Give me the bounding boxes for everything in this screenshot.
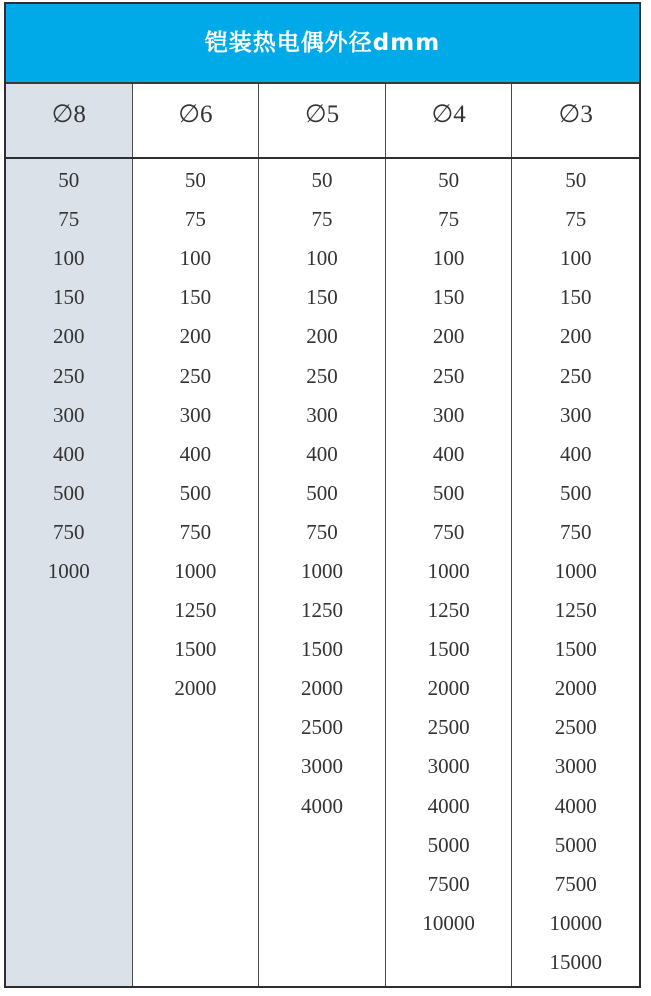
column-header-d6: ∅6 [133, 84, 260, 157]
table-cell: 500 [306, 480, 338, 505]
table-cell: 1500 [427, 637, 470, 662]
table-cell: 1250 [174, 598, 217, 623]
table-cell: 400 [432, 441, 465, 466]
table-cell: 1500 [300, 637, 343, 662]
table-cell: 75 [438, 207, 460, 232]
table-cell: 1500 [174, 637, 217, 662]
table-cell: 100 [432, 246, 465, 271]
table-column-2 [133, 159, 260, 986]
table-cell: 200 [306, 324, 338, 349]
column-header-d8: ∅8 [6, 84, 133, 157]
table-cell: 750 [432, 519, 465, 544]
table-cell: 75 [565, 207, 587, 232]
table-cell: 150 [559, 285, 592, 310]
table-cell: 2000 [427, 676, 470, 701]
table-cell: 400 [53, 441, 85, 466]
table-cell: 50 [184, 168, 206, 193]
table-cell: 250 [432, 363, 465, 388]
table-cell: 750 [559, 519, 592, 544]
table-cell: 300 [306, 402, 338, 427]
table-cell: 1000 [300, 558, 343, 583]
table-cell: 200 [179, 324, 212, 349]
table-cell: 1250 [427, 598, 470, 623]
table-cell: 2500 [300, 715, 343, 740]
column-header-d3: ∅3 [512, 84, 639, 157]
table-cell: 4000 [300, 793, 343, 818]
table-cell: 250 [306, 363, 338, 388]
table-cell: 2000 [554, 676, 597, 701]
table-cell: 3000 [554, 754, 597, 779]
table-cell: 10000 [422, 910, 475, 935]
table-header-row [6, 84, 639, 159]
table-cell: 1250 [554, 598, 597, 623]
table-cell: 2500 [554, 715, 597, 740]
table-cell: 4000 [427, 793, 470, 818]
table-cell: 10000 [549, 910, 602, 935]
table-cell: 7500 [427, 871, 470, 896]
table-cell: 500 [559, 480, 592, 505]
table-cell: 15000 [549, 949, 602, 974]
table-cell: 500 [179, 480, 212, 505]
table-cell: 5000 [554, 832, 597, 857]
table-cell: 5000 [427, 832, 470, 857]
table-cell: 750 [53, 519, 85, 544]
table-cell: 400 [559, 441, 592, 466]
table-cell: 100 [559, 246, 592, 271]
table-cell: 7500 [554, 871, 597, 896]
column-header-d4: ∅4 [386, 84, 513, 157]
table-cell: 3000 [427, 754, 470, 779]
table-cell: 200 [559, 324, 592, 349]
table-cell: 200 [432, 324, 465, 349]
table-column-1 [6, 159, 133, 986]
table-cell: 150 [179, 285, 212, 310]
table-cell: 3000 [300, 754, 343, 779]
table-cell: 200 [53, 324, 85, 349]
table-cell: 50 [311, 168, 333, 193]
table-cell: 150 [53, 285, 85, 310]
table-cell: 4000 [554, 793, 597, 818]
table-body [6, 159, 639, 986]
table-title: 铠装热电偶外径dmm [204, 29, 441, 56]
table-cell: 100 [53, 246, 85, 271]
table-cell: 250 [559, 363, 592, 388]
table-cell: 150 [432, 285, 465, 310]
table-cell: 1000 [554, 558, 597, 583]
table-cell: 2500 [427, 715, 470, 740]
table-cell: 300 [559, 402, 592, 427]
table-cell: 400 [306, 441, 338, 466]
table-cell: 100 [306, 246, 338, 271]
table-cell: 150 [306, 285, 338, 310]
table-cell: 750 [179, 519, 212, 544]
table-cell: 75 [311, 207, 333, 232]
table-cell: 75 [58, 207, 80, 232]
table-cell: 50 [438, 168, 460, 193]
table-cell: 400 [179, 441, 212, 466]
table-cell: 1000 [47, 558, 90, 583]
table-column-3 [259, 159, 386, 986]
column-header-d5: ∅5 [259, 84, 386, 157]
table-cell: 250 [53, 363, 85, 388]
table-column-4 [386, 159, 513, 986]
table-cell: 2000 [300, 676, 343, 701]
table-cell: 750 [306, 519, 338, 544]
table-cell: 300 [432, 402, 465, 427]
table-cell: 2000 [174, 676, 217, 701]
table-cell: 50 [565, 168, 587, 193]
table-cell: 1500 [554, 637, 597, 662]
spec-table [4, 2, 641, 988]
table-cell: 1250 [300, 598, 343, 623]
table-column-5 [512, 159, 639, 986]
table-cell: 1000 [427, 558, 470, 583]
table-cell: 500 [432, 480, 465, 505]
table-cell: 300 [53, 402, 85, 427]
table-cell: 300 [179, 402, 212, 427]
table-cell: 100 [179, 246, 212, 271]
table-title-bar [6, 4, 639, 84]
table-cell: 50 [58, 168, 80, 193]
table-cell: 75 [184, 207, 206, 232]
table-cell: 250 [179, 363, 212, 388]
table-cell: 500 [53, 480, 85, 505]
table-cell: 1000 [174, 558, 217, 583]
